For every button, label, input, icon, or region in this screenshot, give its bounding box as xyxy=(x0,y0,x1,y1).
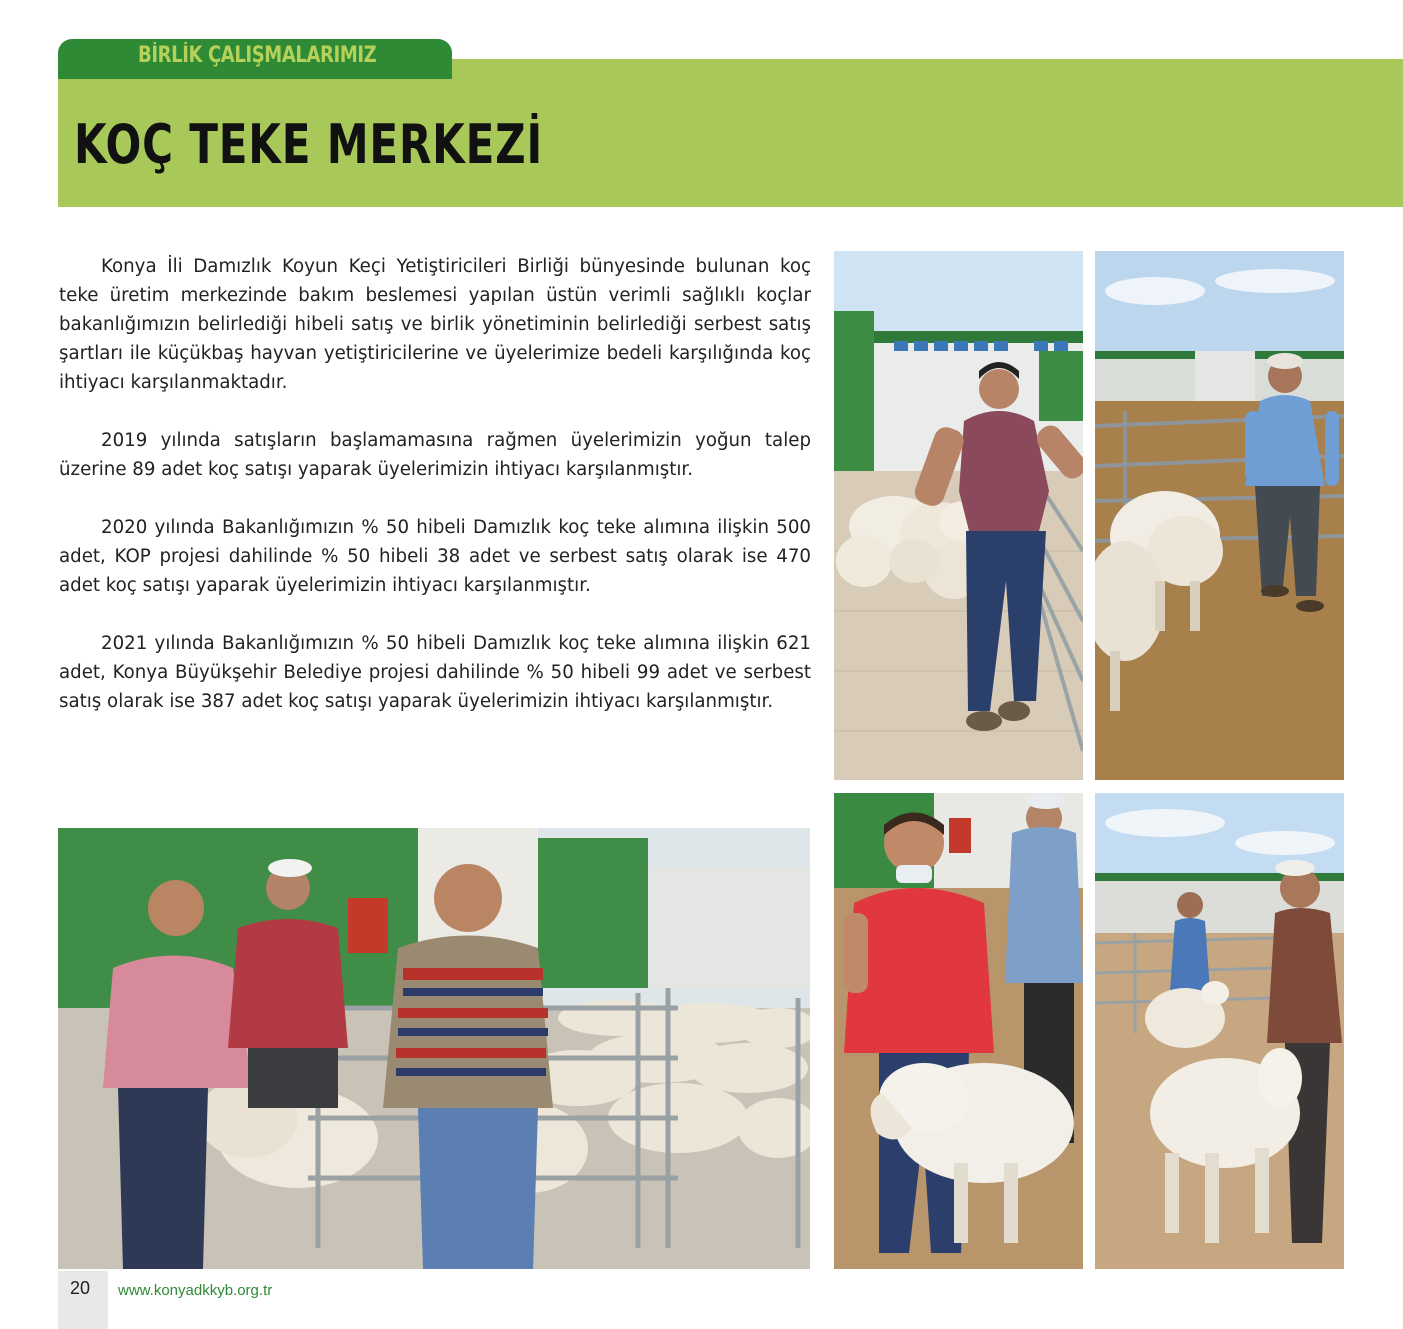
paragraph-2019: 2019 yılında satışların başlamamasına rağmen üyelerimizin yoğun talep üzerine 89 adet koç satışı yaparak üyelerimizin ihtiyacı karşılanmıştır. xyxy=(59,430,811,480)
title-band xyxy=(58,59,1403,207)
website-link[interactable]: www.konyadkkyb.org.tr xyxy=(118,1282,273,1299)
page-number: 20 xyxy=(70,1278,91,1298)
page-title: KOÇ TEKE MERKEZİ xyxy=(74,113,543,176)
photo-three-men-with-flock xyxy=(58,828,810,1269)
paragraph-intro: Konya İli Damızlık Koyun Keçi Yetiştiricileri Birliği bünyesinde bulunan koç teke üretim merkezinde bakım beslemesi yapılan üstün verimli sağlıklı koçlar bakanlığımızın belirlediği hibeli satış ve birlik yönetiminin belirlediği serbest satış şartları ile küçükbaş hayvan yetiştiricilerine ve üyelerimize bedeli karşılığında koç ihtiyacı karşılanmaktadır. xyxy=(59,256,811,393)
photo-man-maroon-shirt-with-sheep xyxy=(834,251,1083,780)
section-label: BİRLİK ÇALIŞMALARIMIZ xyxy=(138,43,377,68)
article-body xyxy=(59,252,811,745)
paragraph-2020: 2020 yılında Bakanlığımızın % 50 hibeli Damızlık koç teke alımına ilişkin 500 adet, KOP projesi dahilinde % 50 hibeli 38 adet ve serbest satış olarak ise 470 adet koç satışı yaparak üyelerimizin ihtiyacı karşılanmıştır. xyxy=(59,517,811,596)
photo-man-red-shirt-with-ram xyxy=(834,793,1083,1269)
section-tab xyxy=(58,39,452,79)
photo-men-handling-rams xyxy=(1095,793,1344,1269)
paragraph-2021: 2021 yılında Bakanlığımızın % 50 hibeli Damızlık koç teke alımına ilişkin 621 adet, Konya Büyükşehir Belediye projesi dahilinde % 50 hibeli 99 adet ve serbest satış olarak ise 387 adet koç satışı yaparak üyelerimizin ihtiyacı karşılanmıştır. xyxy=(59,633,811,712)
photo-older-man-with-sheep xyxy=(1095,251,1344,780)
